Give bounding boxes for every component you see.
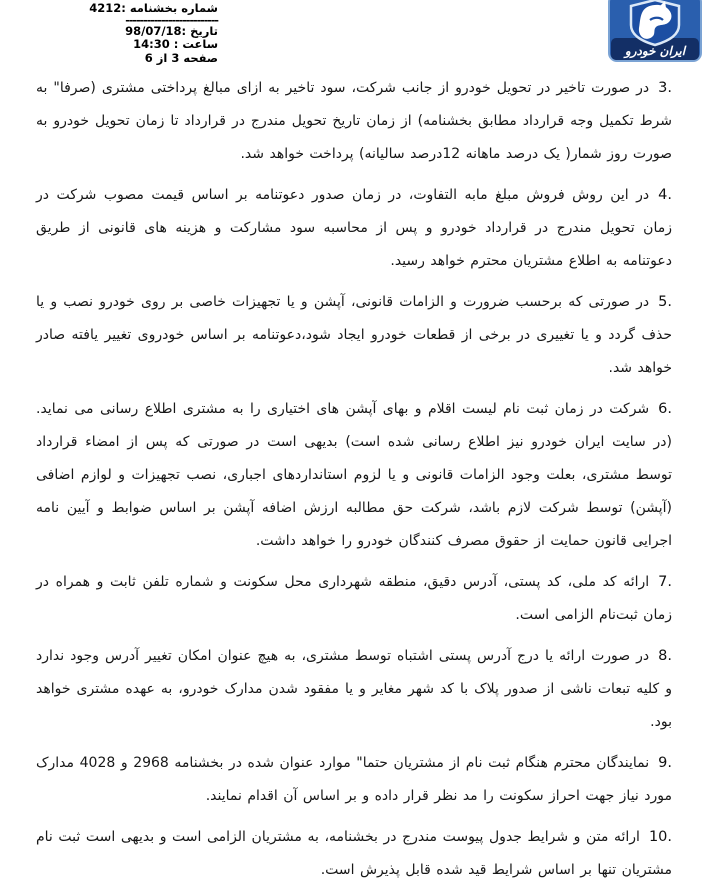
list-item xyxy=(36,821,672,887)
page-number: صفحه 3 از 6 xyxy=(144,50,218,65)
circular-number: شماره بخشنامه :4212 xyxy=(89,1,218,15)
list-item xyxy=(36,72,672,171)
item-text: ارائه متن و شرایط جدول پیوست مندرج در بخشنامه، به مشتریان الزامی است و بدیهی است ثبت نام مشتریان تنها بر اساس شرایط قید شده قابل پذیرش است. xyxy=(36,829,672,878)
item-number: 4. xyxy=(658,187,672,203)
list-item xyxy=(36,393,672,558)
time-line: ساعت : 14:30 xyxy=(133,37,218,51)
list-item xyxy=(36,566,672,632)
iran-khodro-logo xyxy=(608,0,702,62)
list-item xyxy=(36,286,672,385)
item-text: در صورتی که برحسب ضرورت و الزامات قانونی، آپشن و یا تجهیزات خاصی بر روی خودرو نصب و یا حذف گردد و یا تغییری در برخی از قطعات خودرو ایجاد شود،دعوتنامه بر اساس خودروی تغییر یافته صادر خواهد شد. xyxy=(36,294,672,376)
item-text: شرکت در زمان ثبت نام لیست اقلام و بهای آپشن های اختیاری را به مشتری اطلاع رسانی می نماید. (در سایت ایران خودرو نیز اطلاع رسانی شده است) بدیهی است در صورتی که پس از امضاء قرارداد توسط مشتری، بعلت وجود الزامات قانونی و یا لزوم استانداردهای اجباری، نصب تجهیزات و لوازم اضافی (آپشن) توسط شرکت لازم باشد، شرکت حق مطالبه ارزش اضافه آپشن بر اساس ضوابط و آیین نامه اجرایی قانون حمایت از حقوق مصرف کنندگان خودرو را خواهد داشت. xyxy=(36,401,672,549)
header-divider: -------------------------- xyxy=(125,13,218,27)
item-text: در این روش فروش مبلغ مابه التفاوت، در زمان صدور دعوتنامه بر اساس قیمت مصوب شرکت در زمان تحویل مندرج در قرارداد خودرو و پس از محاسبه سود مشارکت و هزینه های قانونی از طریق دعوتنامه به اطلاع مشتریان محترم خواهد رسید. xyxy=(36,187,672,269)
list-item xyxy=(36,747,672,813)
item-number: 9. xyxy=(658,755,672,771)
item-number: 8. xyxy=(658,648,672,664)
item-number: 5. xyxy=(658,294,672,310)
item-text: در صورت ارائه یا درج آدرس پستی اشتباه توسط مشتری، به هیچ عنوان امکان تغییر آدرس وجود ندارد و کلیه تبعات ناشی از صدور پلاک با کد شهر مغایر و یا مفقود شدن مدارک خودرو، به عهده مشتری خواهد بود. xyxy=(36,648,672,730)
document-header xyxy=(34,2,218,65)
list-item xyxy=(36,640,672,739)
item-text: ارائه کد ملی، کد پستی، آدرس دقیق، منطقه شهرداری محل سکونت و شماره تلفن ثابت و همراه در زمان ثبت‌نام الزامی است. xyxy=(36,574,672,623)
items-list xyxy=(36,72,672,895)
list-item xyxy=(36,179,672,278)
brand-wordmark: ایران خودرو xyxy=(624,44,686,58)
item-number: 3. xyxy=(658,80,672,96)
item-text: نمایندگان محترم هنگام ثبت نام از مشتریان حتما" موارد عنوان شده در بخشنامه 2968 و 4028 مدارک مورد نیاز جهت احراز سکونت را مد نظر قرار داده و بر اساس آن اقدام نمایند. xyxy=(36,755,672,804)
date-line: تاریخ :98/07/18 xyxy=(125,23,218,38)
item-number: 7. xyxy=(658,574,672,590)
item-text: در صورت تاخیر در تحویل خودرو از جانب شرکت، سود تاخیر به ازای مبالغ پرداختی مشتری (صرفا" به شرط تکمیل وجه قرارداد مطابق بخشنامه) از زمان تاریخ تحویل مندرج در قرارداد تا زمان تحویل خودرو به صورت روز شمار( یک درصد ماهانه 12درصد سالیانه) پرداخت خواهد شد. xyxy=(36,80,672,162)
item-number: 6. xyxy=(658,401,672,417)
item-number: 10. xyxy=(648,829,672,845)
